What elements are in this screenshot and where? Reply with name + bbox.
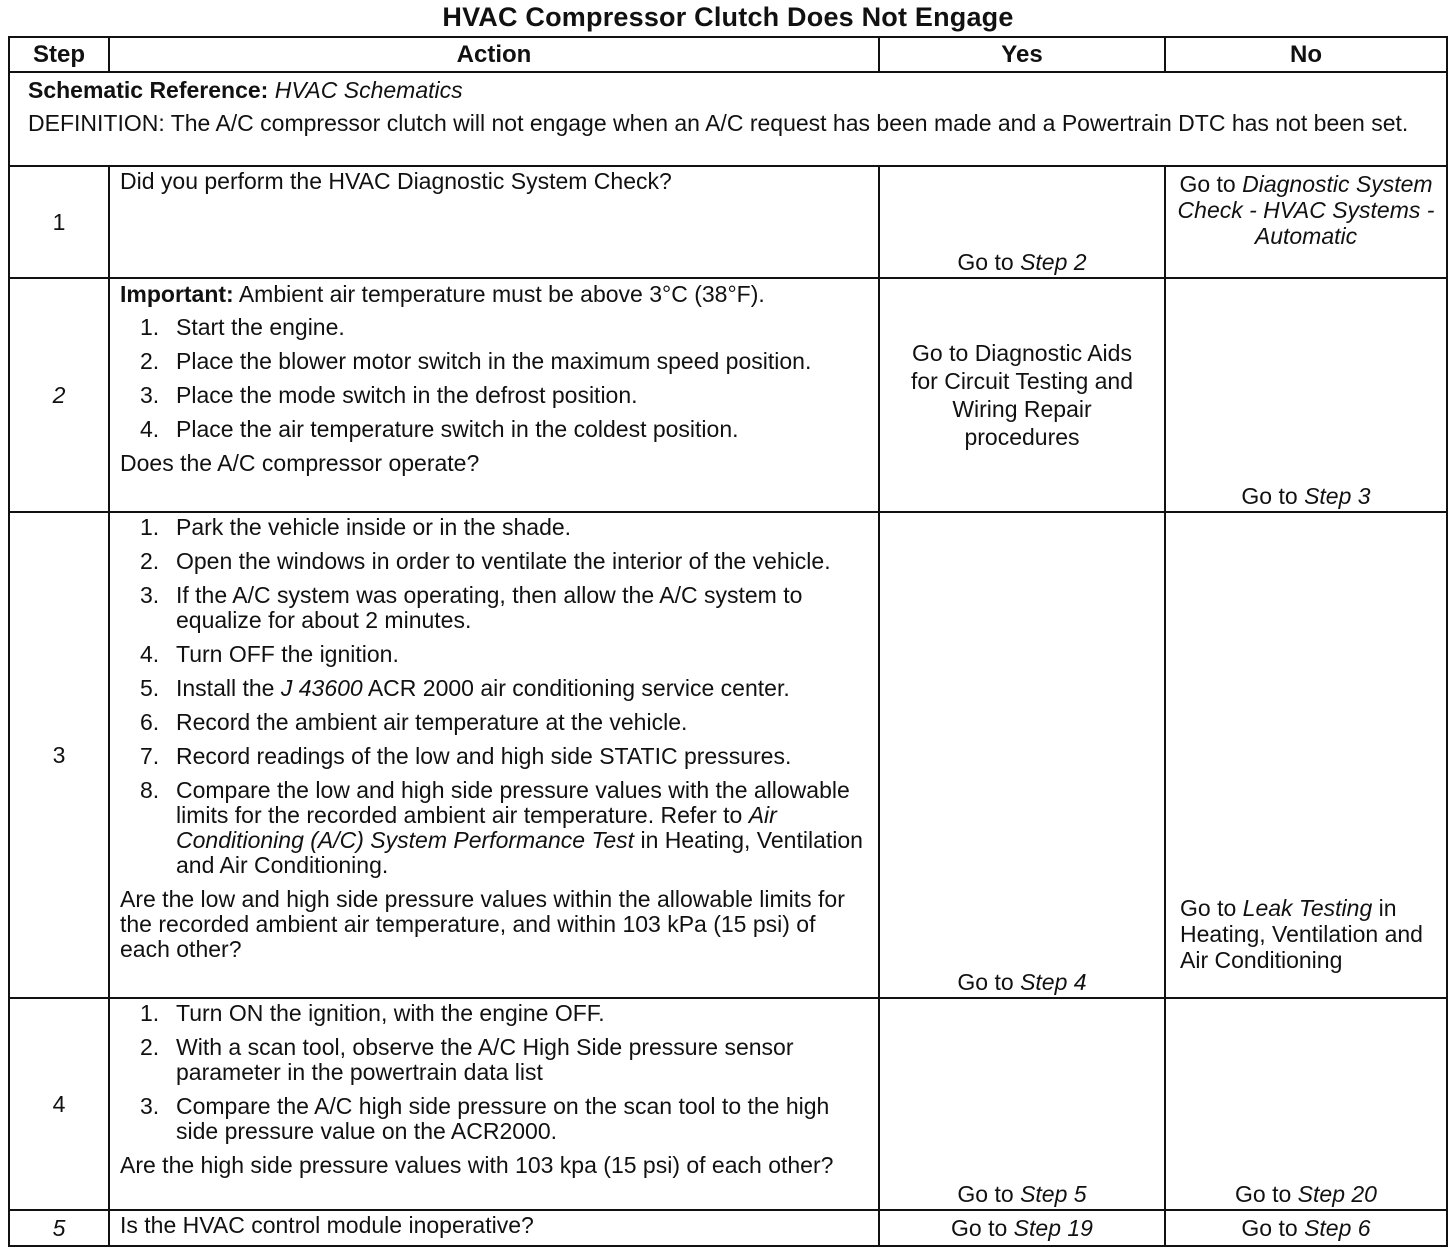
no-cell [1165,512,1447,998]
header-row [9,37,1447,72]
no-prefix: Go to [1235,1181,1292,1207]
step-number: 1 [9,166,109,278]
no-prefix: Go to [1241,483,1298,509]
yes-cell [879,166,1165,278]
yes-prefix: Go to [951,1215,1008,1241]
no-link[interactable]: Step 6 [1304,1215,1371,1241]
header-action: Action [109,37,879,72]
list-item: 3. If the A/C system was operating, then allow the A/C system to equalize for about 2 minutes. [140,582,803,633]
yes-cell [879,512,1165,998]
step-question: Is the HVAC control module inoperative? [120,1212,534,1238]
important-label: Important: [120,281,234,307]
yes-cell [879,1210,1165,1246]
list-item: 1. Park the vehicle inside or in the shade. [140,514,572,540]
header-yes: Yes [879,37,1165,72]
yes-link[interactable]: Step 2 [1020,249,1087,275]
tool-reference: J 43600 [280,675,363,701]
header-no: No [1165,37,1447,72]
action-list [120,1001,870,1144]
step-number: 5 [9,1210,109,1246]
performance-test-link[interactable]: Air Conditioning (A/C) System Performance Test [176,802,777,853]
yes-link[interactable]: Step 4 [1020,969,1087,995]
step-question: Are the low and high side pressure values within the allowable limits for the recorded ambient air temperature, and within 103 kPa (15 psi) of each other? [120,886,845,962]
action-cell [109,998,879,1210]
header-step: Step [9,37,109,72]
list-item: 8. Compare the low and high side pressure values with the allowable limits for the recorded ambient air temperature. Refer to Air Conditioning (A/C) System Performance Test in Heating, Ventilation and Air Conditioning. [140,777,863,878]
no-prefix: Go to [1241,1215,1298,1241]
list-item: 4. Place the air temperature switch in the coldest position. [140,416,739,442]
yes-link[interactable]: Step 19 [1013,1215,1093,1241]
table-row [9,998,1447,1210]
yes-text[interactable]: Go to Diagnostic Aids for Circuit Testing and Wiring Repair procedures [910,340,1133,450]
no-link[interactable]: Diagnostic System Check - HVAC Systems - Automatic [1177,171,1435,249]
table-row [9,1210,1447,1246]
action-cell [109,512,879,998]
table-row [9,278,1447,512]
no-link[interactable]: Step 20 [1297,1181,1377,1207]
table-row [9,166,1447,278]
no-cell [1165,998,1447,1210]
no-suffix: in Heating, Ventilation and Air Conditioning [1180,895,1423,973]
schematic-reference-label: Schematic Reference: [28,77,269,103]
list-item: 3. Compare the A/C high side pressure on the scan tool to the high side pressure value on the ACR2000. [140,1093,830,1144]
list-item: 2. Place the blower motor switch in the maximum speed position. [140,348,812,374]
definition-text: DEFINITION: The A/C compressor clutch will not engage when an A/C request has been made and a Powertrain DTC has not been set. [28,110,1409,136]
no-link[interactable]: Step 3 [1304,483,1371,509]
no-cell [1165,1210,1447,1246]
list-item: 2. Open the windows in order to ventilate the interior of the vehicle. [140,548,831,574]
no-link[interactable]: Leak Testing [1242,895,1373,921]
yes-prefix: Go to [957,249,1014,275]
list-item: 3. Place the mode switch in the defrost position. [140,382,638,408]
reference-row [9,72,1447,166]
no-prefix: Go to [1180,895,1237,921]
yes-prefix: Go to [957,969,1014,995]
list-item: 4. Turn OFF the ignition. [140,641,399,667]
step-number: 3 [9,512,109,998]
yes-prefix: Go to [957,1181,1014,1207]
list-item: 7. Record readings of the low and high side STATIC pressures. [140,743,792,769]
page-title: HVAC Compressor Clutch Does Not Engage [442,2,1014,32]
table-row [9,512,1447,998]
step-question: Did you perform the HVAC Diagnostic System Check? [120,168,672,194]
action-list [120,515,870,878]
action-cell [109,1210,879,1246]
list-item: 6. Record the ambient air temperature at the vehicle. [140,709,688,735]
step-number: 4 [9,998,109,1210]
step-question: Are the high side pressure values with 103 kpa (15 psi) of each other? [120,1152,834,1178]
yes-cell [879,998,1165,1210]
list-item: 2. With a scan tool, observe the A/C High Side pressure sensor parameter in the powertrain data list [140,1034,794,1085]
action-list [120,315,870,442]
list-item: 1. Turn ON the ignition, with the engine OFF. [140,1000,605,1026]
list-item: 5. Install the J 43600 ACR 2000 air conditioning service center. [140,675,790,701]
yes-link[interactable]: Step 5 [1020,1181,1087,1207]
important-text: Ambient air temperature must be above 3°C (38°F). [238,281,765,307]
schematic-reference-link[interactable]: HVAC Schematics [274,77,463,103]
step-number: 2 [9,278,109,512]
yes-cell [879,278,1165,512]
no-cell [1165,278,1447,512]
list-item: 1. Start the engine. [140,314,345,340]
no-prefix: Go to [1179,171,1236,197]
step-question: Does the A/C compressor operate? [120,450,480,476]
diagnostic-table [8,36,1448,1247]
no-cell [1165,166,1447,278]
action-cell [109,278,879,512]
reference-cell [9,72,1447,166]
action-cell [109,166,879,278]
